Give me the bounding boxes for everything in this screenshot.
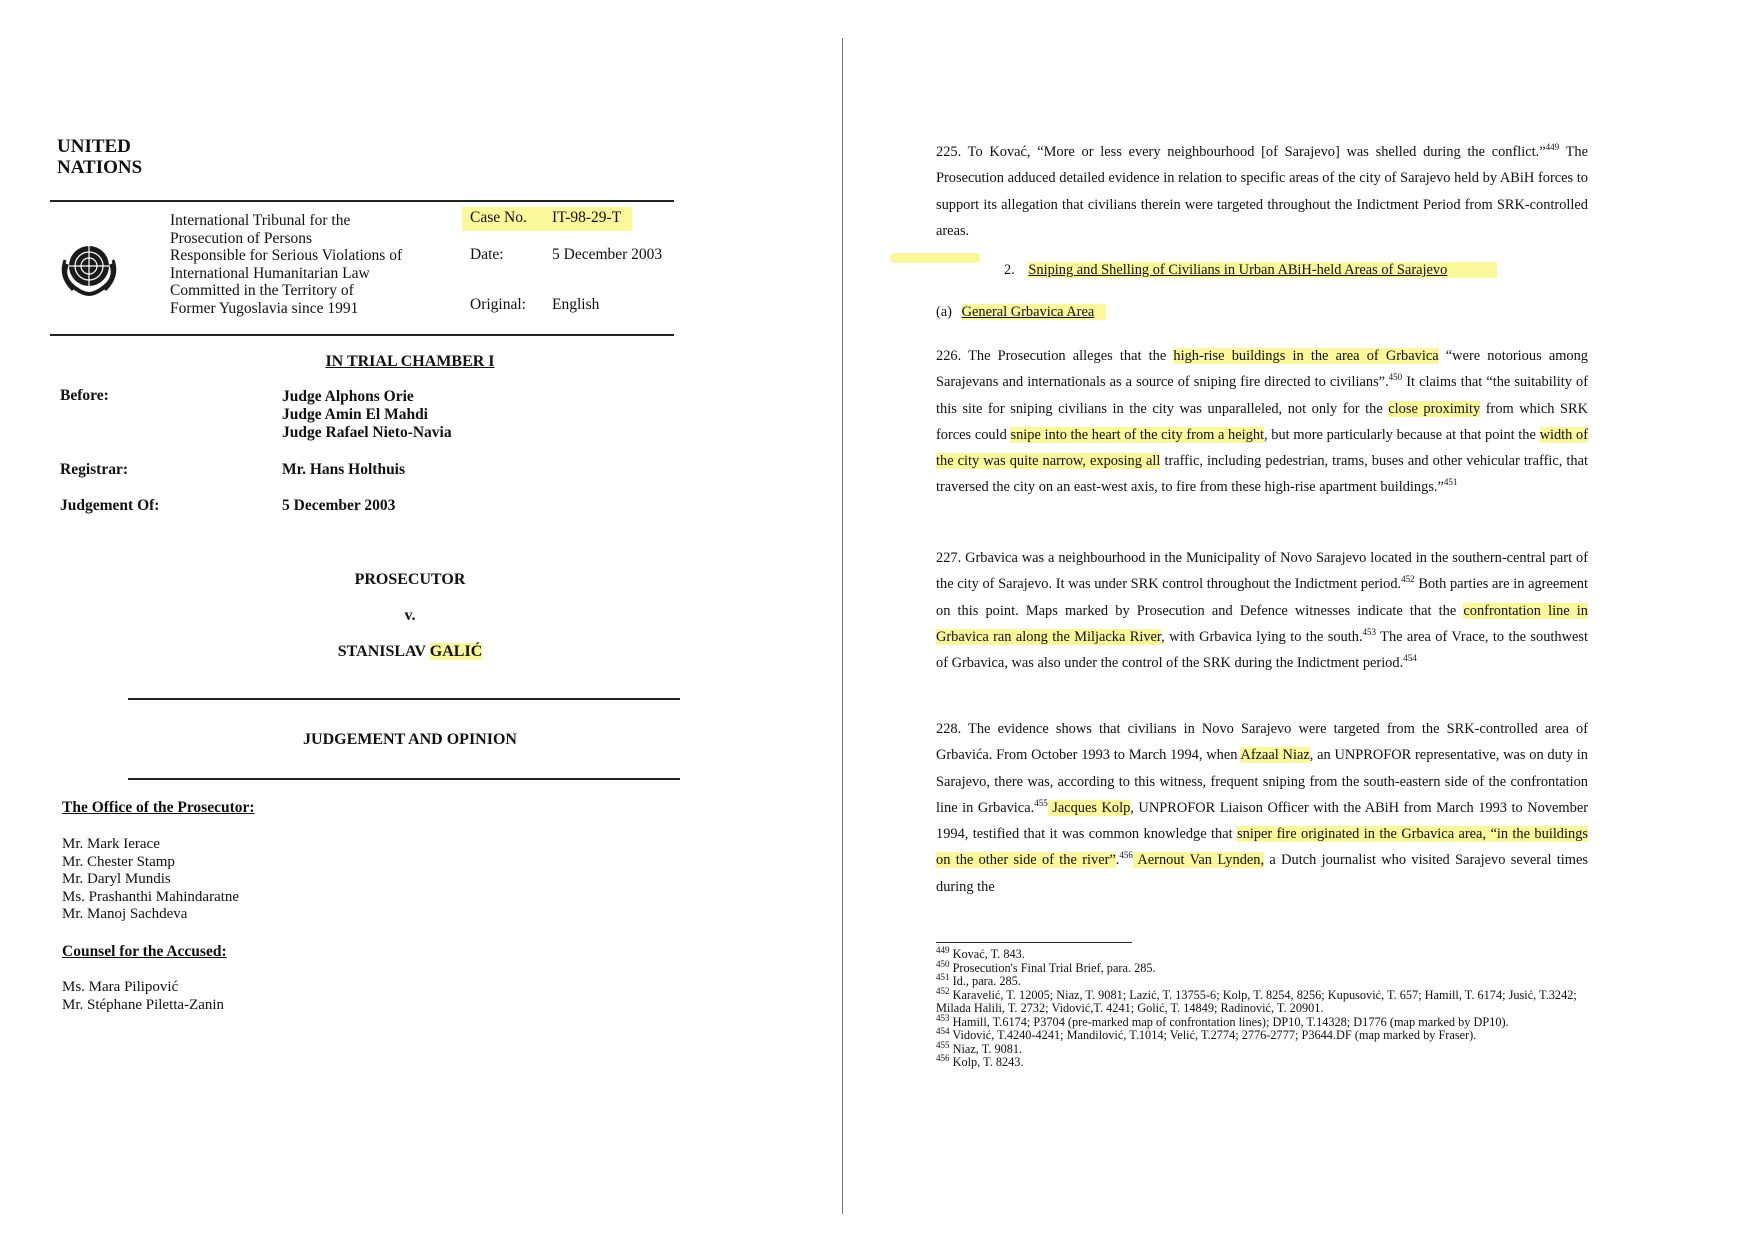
original-value: English <box>552 296 600 313</box>
heading-2-text: Sniping and Shelling of Civilians in Urban ABiH-held Areas of Sarajevo <box>1028 262 1497 278</box>
un-line-2: NATIONS <box>57 157 143 178</box>
p226-text: It claims that “the suitability of this site for sniping civilians in the city was unparalleled, not only for the <box>936 374 1588 417</box>
office-member: Mr. Manoj Sachdeva <box>62 906 188 922</box>
p228-highlight: sniper fire originated in the Grbavica area, “in the buildings on the other side of the river” <box>936 826 1588 869</box>
footnote-text: Vidović, T.4240-4241; Mandilović, T.1014; Velić, T.2774; 2776-2777; P3644.DF (map marked by Fraser). <box>952 1028 1477 1042</box>
p226-text: from which SRK forces could <box>936 400 1588 443</box>
footnote-number: 451 <box>936 971 950 982</box>
p227-text: Both parties are in agreement on this point. Maps marked by Prosecution and Defence witnesses indicate that the <box>936 576 1588 619</box>
original-label: Original: <box>470 296 526 313</box>
footnote <box>936 1025 1596 1043</box>
heading-a-number: (a) <box>936 304 952 320</box>
accused-first: STANISLAV <box>337 643 430 660</box>
footnote <box>936 1052 1596 1070</box>
tribunal-name <box>170 212 450 317</box>
paragraph-227 <box>936 545 1588 676</box>
chamber-title: IN TRIAL CHAMBER I <box>325 353 495 370</box>
footnote <box>936 985 1596 1016</box>
footnote-ref: 450 <box>1388 372 1403 383</box>
paragraph-226 <box>936 343 1588 501</box>
footnote-text: Hamill, T.6174; P3704 (pre-marked map of confrontation lines); DP10, T.14328; D1776 (map marked by DP10). <box>952 1014 1509 1029</box>
tribunal-line: Responsible for Serious Violations of <box>170 247 403 264</box>
footnote-ref: 452 <box>1401 574 1415 585</box>
un-heading <box>57 136 142 178</box>
footnote-ref: 456 <box>1119 850 1133 861</box>
office-member: Mr. Mark Ierace <box>62 836 160 852</box>
p226-text: “were notorious among Sarajevans and internationals as a source of sniping fire directed to civilians”. <box>936 348 1589 391</box>
judge-name: Judge Alphons Orie <box>282 388 414 405</box>
footnote-ref: 454 <box>1403 653 1417 664</box>
footnote <box>936 958 1596 976</box>
p226-text: traffic, including pedestrian, trams, buses and other vehicular traffic, that traversed the city on an east-west axis, to fire from these high-rise apartment buildings.” <box>936 453 1588 496</box>
judge-name: Judge Rafael Nieto-Navia <box>282 424 452 441</box>
p226-highlight: width of the city was quite narrow, exposing all <box>936 426 1588 470</box>
footnote-number: 449 <box>936 944 950 955</box>
footnote-text: Prosecution's Final Trial Brief, para. 285. <box>952 960 1156 975</box>
counsel-members <box>62 979 224 1014</box>
footnote-number: 453 <box>936 1012 950 1023</box>
footnote-ref: 453 <box>1362 627 1377 638</box>
counsel-member: Ms. Mara Pilipović <box>62 979 179 995</box>
footnote <box>936 944 1596 962</box>
section-heading-a <box>936 304 1106 321</box>
p228-text: 228. The evidence shows that civilians in Novo Sarajevo were targeted from the SRK-controlled area of Grbavića. From October 1993 to March 1994, when <box>936 721 1588 764</box>
tribunal-line: International Humanitarian Law <box>170 264 370 282</box>
title-top-rule <box>128 698 680 700</box>
document-title: JUDGEMENT AND OPINION <box>303 731 517 748</box>
counsel-heading: Counsel for the Accused: <box>62 943 227 960</box>
footnote-text: Kolp, T. 8243. <box>952 1055 1024 1069</box>
footnote-number: 450 <box>936 958 950 969</box>
p228-highlight: Aernout Van Lynden, <box>1132 852 1265 869</box>
p226-highlight: snipe into the heart of the city from a height <box>1010 426 1265 443</box>
footnote-number: 455 <box>936 1039 950 1050</box>
p226-highlight: close proximity <box>1388 400 1481 417</box>
judge-name: Judge Amin El Mahdi <box>282 406 428 423</box>
p228-text: . <box>1115 852 1120 869</box>
p227-highlight: confrontation line in Grbavica ran along the Miljacka River <box>936 602 1588 645</box>
section-heading-2 <box>1004 262 1497 279</box>
tribunal-line: International Tribunal for the <box>170 212 351 229</box>
p228-text: a Dutch journalist who visited Sarajevo several times during the <box>936 852 1588 895</box>
footnote-number: 454 <box>936 1025 950 1036</box>
footnote-text: Kovać, T. 843. <box>952 947 1025 961</box>
un-line-1: UNITED <box>57 136 131 157</box>
office-member: Ms. Prashanthi Mahindaratne <box>62 888 240 905</box>
before-label: Before: <box>60 387 109 404</box>
date-label: Date: <box>470 246 504 263</box>
counsel-member: Mr. Stéphane Piletta-Zanin <box>62 996 225 1013</box>
footnote-number: 452 <box>936 985 950 996</box>
versus: v. <box>404 607 416 624</box>
p226-text: 226. The Prosecution alleges that the <box>936 348 1174 364</box>
footnote-ref: 449 <box>1545 142 1560 153</box>
office-heading: The Office of the Prosecutor: <box>62 799 255 816</box>
header-bottom-rule <box>50 334 674 336</box>
heading-a-text: General Grbavica Area <box>962 304 1107 320</box>
footnote-number: 456 <box>936 1052 950 1063</box>
footnote-text: Niaz, T. 9081. <box>952 1041 1023 1056</box>
p227-text: The area of Vrace, to the southwest of Grbavica, was also under the control of the SRK during the Indictment period. <box>936 628 1588 672</box>
tribunal-line: Prosecution of Persons <box>170 229 313 247</box>
header-top-rule <box>50 200 674 202</box>
footnotes <box>936 944 1596 1070</box>
p227-text: 227. Grbavica was a neighbourhood in the Municipality of Novo Sarajevo located in the southern-central part of the city of Sarajevo. It was under SRK control throughout the Indictment period. <box>936 550 1588 593</box>
footnote <box>936 971 1596 989</box>
footnote-text: Karavelić, T. 12005; Niaz, T. 9081; Lazić, T. 13755-6; Kolp, T. 8254, 8256; Kupusović, T. 657; Hamill, T. 6174; Jusić, T.3242; Milada Halili, T. 2732; Vidović,T. 4241; Golić, T. 14849; Radinović, T. 20901. <box>936 987 1577 1015</box>
case-number-value: IT-98-29-T <box>552 209 622 226</box>
accused-name <box>230 643 590 661</box>
page-divider <box>842 38 843 1214</box>
office-member: Mr. Chester Stamp <box>62 853 175 870</box>
p228-text: , an UNPROFOR representative, was on duty in Sarajevo, there was, according to this witness, frequent sniping from the south-eastern side of the confrontation line in Grbavica. <box>936 747 1588 816</box>
office-members <box>62 836 239 924</box>
prosecutor-title: PROSECUTOR <box>354 571 466 588</box>
footnote-text: Id., para. 285. <box>952 974 1021 988</box>
paragraph-228 <box>936 716 1588 900</box>
judges-list <box>282 388 452 442</box>
p226-text: , but more particularly because at that point the <box>1264 426 1540 443</box>
p228-text: , UNPROFOR Liaison Officer with the ABiH from March 1993 to November 1994, testified that it was common knowledge that <box>936 799 1588 843</box>
judgement-of-label: Judgement Of: <box>60 497 160 514</box>
p228-highlight: Jacques Kolp <box>1047 799 1131 816</box>
footnote-rule <box>936 942 1132 943</box>
p228-highlight: Afzaal Niaz <box>1240 747 1310 764</box>
un-emblem-icon <box>57 234 121 298</box>
date-value: 5 December 2003 <box>552 246 663 263</box>
office-member: Mr. Daryl Mundis <box>62 871 171 887</box>
footnote <box>936 1012 1596 1030</box>
registrar-label: Registrar: <box>60 461 128 478</box>
tribunal-line: Former Yugoslavia since 1991 <box>170 299 359 317</box>
title-bottom-rule <box>128 778 680 780</box>
paragraph-225 <box>936 139 1588 244</box>
p226-highlight: high-rise buildings in the area of Grbavica <box>1173 348 1439 364</box>
footnote-ref: 455 <box>1034 798 1048 809</box>
footnote-ref: 451 <box>1443 477 1458 488</box>
highlight-stroke <box>890 253 980 263</box>
judgement-of-value: 5 December 2003 <box>282 497 396 514</box>
footnote <box>936 1039 1596 1057</box>
accused-last: GALIĆ <box>429 643 483 660</box>
registrar-value: Mr. Hans Holthuis <box>282 461 406 478</box>
p227-text: , with Grbavica lying to the south. <box>1161 628 1363 645</box>
heading-2-number: 2. <box>1004 262 1015 278</box>
case-number-label: Case No. <box>470 209 527 226</box>
p225-text-b: The Prosecution adduced detailed evidence in relation to specific areas of the city of Sarajevo held by ABiH forces to support its allegation that civilians therein were targeted throughout the Indictment Period from SRK-controlled areas. <box>936 144 1588 239</box>
p225-text-a: 225. To Kovać, “More or less every neighbourhood [of Sarajevo] was shelled during the conflict.” <box>936 144 1546 160</box>
tribunal-line: Committed in the Territory of <box>170 282 354 299</box>
